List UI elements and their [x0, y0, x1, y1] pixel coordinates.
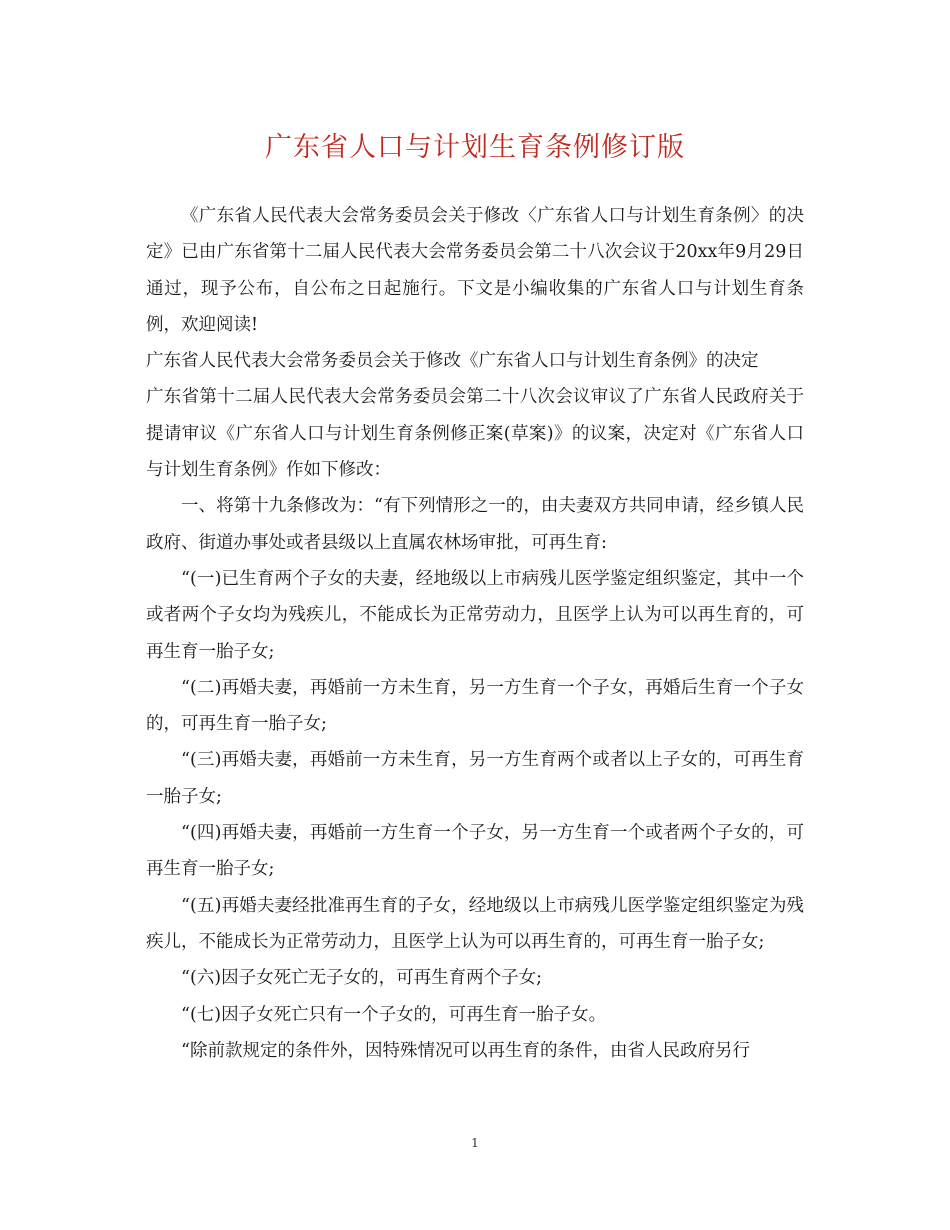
- paragraph-special-conditions: “除前款规定的条件外，因特殊情况可以再生育的条件，由省人民政府另行: [181, 1040, 750, 1061]
- paragraph-clause-3: “(三)再婚夫妻，再婚前一方未生育，另一方生育两个或者以上子女的，可再生育一胎子女;: [146, 750, 804, 807]
- paragraph-clause-5: “(五)再婚夫妻经批准再生育的子女，经地级以上市病残儿医学鉴定组织鉴定为残疾儿，不能成长为正常劳动力，且医学上认为可以再生育的，可再生育一胎子女;: [146, 895, 804, 952]
- paragraph-decision-title: 广东省人民代表大会常务委员会关于修改《广东省人口与计划生育条例》的决定: [146, 351, 759, 372]
- paragraph-clause-4: “(四)再婚夫妻，再婚前一方生育一个子女，另一方生育一个或者两个子女的，可再生育一胎子女;: [146, 823, 804, 880]
- paragraph-intro: 《广东省人民代表大会常务委员会关于修改〈广东省人口与计划生育条例〉的决定》已由广东省第十二届人民代表大会常务委员会第二十八次会议于20xx年9月29日通过，现予公布，自公布之日起施行。下文是小编收集的广东省人口与计划生育条例，欢迎阅读!: [146, 206, 804, 335]
- paragraph-decision-preamble: 广东省第十二届人民代表大会常务委员会第二十八次会议审议了广东省人民政府关于提请审议《广东省人口与计划生育条例修正案(草案)》的议案，决定对《广东省人口与计划生育条例》作如下修改：: [146, 387, 804, 481]
- paragraph-clause-6: “(六)因子女死亡无子女的，可再生育两个子女;: [181, 968, 542, 989]
- paragraph-clause-1: “(一)已生育两个子女的夫妻，经地级以上市病残儿医学鉴定组织鉴定，其中一个或者两个子女均为残疾儿，不能成长为正常劳动力，且医学上认为可以再生育的，可再生育一胎子女;: [146, 568, 804, 662]
- document-body: [146, 198, 804, 1069]
- paragraph-clause-7: “(七)因子女死亡只有一个子女的，可再生育一胎子女。: [181, 1004, 607, 1025]
- document-title: 广东省人口与计划生育条例修订版: [265, 132, 685, 163]
- paragraph-article-19: 一、将第十九条修改为：“有下列情形之一的，由夫妻双方共同申请，经乡镇人民政府、街道办事处或者县级以上直属农林场审批，可再生育:: [146, 496, 804, 553]
- paragraph-clause-2: “(二)再婚夫妻，再婚前一方未生育，另一方生育一个子女，再婚后生育一个子女的，可再生育一胎子女;: [146, 677, 804, 735]
- page-number: 1: [471, 1136, 479, 1150]
